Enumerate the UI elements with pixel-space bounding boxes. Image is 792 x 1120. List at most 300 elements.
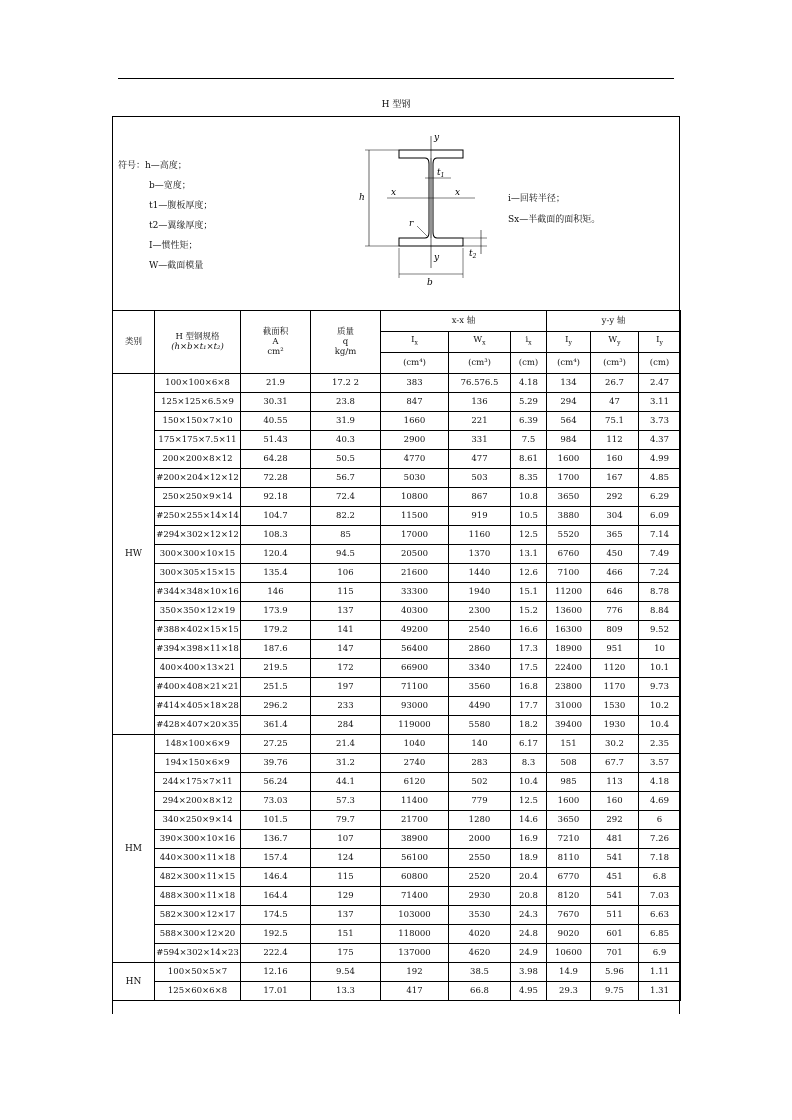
label-b: b	[427, 278, 433, 288]
cell-q: 56.7	[311, 469, 381, 488]
cell-ix: 17.5	[511, 659, 547, 678]
cell-wy: 5.96	[591, 963, 639, 982]
cell-iy: 22400	[547, 659, 591, 678]
table-row	[113, 431, 681, 450]
cell-spec: 488×300×11×18	[155, 887, 241, 906]
cell-q: 124	[311, 849, 381, 868]
cell-ix: 14.6	[511, 811, 547, 830]
cell-wx: 1160	[449, 526, 511, 545]
table-row	[113, 412, 681, 431]
cell-q: 40.3	[311, 431, 381, 450]
cell-spec: #250×255×14×14	[155, 507, 241, 526]
category-cell: HM	[113, 735, 155, 963]
cell-iy: 8.84	[639, 602, 681, 621]
cell-a: 296.2	[241, 697, 311, 716]
category-cell: HN	[113, 963, 155, 1001]
cell-iy: 2.35	[639, 735, 681, 754]
cell-a: 39.76	[241, 754, 311, 773]
table-row	[113, 735, 681, 754]
cell-wx: 502	[449, 773, 511, 792]
cell-ix: 12.5	[511, 792, 547, 811]
cell-ix: 6120	[381, 773, 449, 792]
cell-wy: 809	[591, 621, 639, 640]
cell-wx: 76.576.5	[449, 374, 511, 393]
cell-spec: 350×350×12×19	[155, 602, 241, 621]
cell-ix: 192	[381, 963, 449, 982]
cell-iy: 7.18	[639, 849, 681, 868]
cell-a: 136.7	[241, 830, 311, 849]
cell-wy: 1530	[591, 697, 639, 716]
cell-ix: 21700	[381, 811, 449, 830]
cell-ix: 15.1	[511, 583, 547, 602]
cell-iy: 4.69	[639, 792, 681, 811]
cell-wx: 3530	[449, 906, 511, 925]
cell-wx: 136	[449, 393, 511, 412]
cell-wx: 1370	[449, 545, 511, 564]
cell-wx: 1280	[449, 811, 511, 830]
cell-iy: 7100	[547, 564, 591, 583]
cell-a: 56.24	[241, 773, 311, 792]
table-row	[113, 545, 681, 564]
cell-iy: 6.85	[639, 925, 681, 944]
table-row	[113, 830, 681, 849]
cell-iy: 31000	[547, 697, 591, 716]
table-row	[113, 393, 681, 412]
cell-q: 72.4	[311, 488, 381, 507]
cell-spec: #294×302×12×12	[155, 526, 241, 545]
cell-a: 222.4	[241, 944, 311, 963]
cell-a: 146	[241, 583, 311, 602]
cell-iy: 3.11	[639, 393, 681, 412]
legend-item: i—回转半径；	[508, 194, 565, 204]
cell-q: 9.54	[311, 963, 381, 982]
cell-a: 179.2	[241, 621, 311, 640]
cell-iy: 7210	[547, 830, 591, 849]
cell-q: 137	[311, 602, 381, 621]
cell-iy: 10.1	[639, 659, 681, 678]
cell-iy: 6770	[547, 868, 591, 887]
cell-spec: 175×175×7.5×11	[155, 431, 241, 450]
legend-item: I—惯性矩；	[149, 241, 198, 251]
cell-wx: 221	[449, 412, 511, 431]
r-leader	[417, 226, 427, 236]
cell-ix: 10800	[381, 488, 449, 507]
cell-spec: #400×408×21×21	[155, 678, 241, 697]
cell-q: 197	[311, 678, 381, 697]
cell-iy: 134	[547, 374, 591, 393]
cell-q: 147	[311, 640, 381, 659]
cell-iy: 2.47	[639, 374, 681, 393]
cell-ix: 24.8	[511, 925, 547, 944]
cell-spec: #394×398×11×18	[155, 640, 241, 659]
cell-spec: 582×300×12×17	[155, 906, 241, 925]
table-row	[113, 602, 681, 621]
table-row	[113, 773, 681, 792]
cell-wx: 2860	[449, 640, 511, 659]
cell-wy: 481	[591, 830, 639, 849]
cell-ix: 4.95	[511, 982, 547, 1001]
cell-iy: 39400	[547, 716, 591, 735]
table-row	[113, 564, 681, 583]
unit-iy: (cm⁴)	[547, 353, 591, 374]
cell-spec: 340×250×9×14	[155, 811, 241, 830]
cell-wy: 30.2	[591, 735, 639, 754]
cell-wx: 2000	[449, 830, 511, 849]
cell-wx: 38.5	[449, 963, 511, 982]
cell-ix: 12.5	[511, 526, 547, 545]
cell-wy: 304	[591, 507, 639, 526]
table-row	[113, 488, 681, 507]
cell-wy: 541	[591, 849, 639, 868]
header-wy: $W_y$	[591, 332, 639, 353]
cell-wx: 2930	[449, 887, 511, 906]
cell-wx: 3340	[449, 659, 511, 678]
header-category: 类别	[113, 311, 155, 374]
h-section-diagram	[355, 128, 495, 288]
cell-spec: 244×175×7×11	[155, 773, 241, 792]
cell-wy: 1930	[591, 716, 639, 735]
cell-iy: 18900	[547, 640, 591, 659]
cell-a: 101.5	[241, 811, 311, 830]
cell-spec: 250×250×9×14	[155, 488, 241, 507]
cell-ix: 18.2	[511, 716, 547, 735]
header-ix: $I_x$	[381, 332, 449, 353]
legend-item: Sx—半截面的面积矩。	[508, 215, 601, 225]
symbol-legend	[118, 156, 212, 276]
cell-ix: 49200	[381, 621, 449, 640]
cell-ix: 17.7	[511, 697, 547, 716]
cell-wx: 331	[449, 431, 511, 450]
cell-ix: 17000	[381, 526, 449, 545]
cell-ix: 12.6	[511, 564, 547, 583]
top-rule	[118, 78, 674, 79]
legend-item: t1—腹板厚度；	[149, 201, 213, 211]
cell-a: 72.28	[241, 469, 311, 488]
cell-spec: #428×407×20×35	[155, 716, 241, 735]
table-row	[113, 697, 681, 716]
table-row	[113, 469, 681, 488]
cell-iy: 10.4	[639, 716, 681, 735]
cell-wy: 1120	[591, 659, 639, 678]
cell-spec: #594×302×14×23	[155, 944, 241, 963]
cell-ix: 16.9	[511, 830, 547, 849]
cell-ix: 2900	[381, 431, 449, 450]
cell-iy: 564	[547, 412, 591, 431]
header-area: 截面积 A cm²	[241, 311, 311, 374]
cell-spec: 100×100×6×8	[155, 374, 241, 393]
cell-iy: 3.73	[639, 412, 681, 431]
cell-wy: 47	[591, 393, 639, 412]
cell-spec: 440×300×11×18	[155, 849, 241, 868]
cell-q: 50.5	[311, 450, 381, 469]
cell-q: 137	[311, 906, 381, 925]
cell-a: 157.4	[241, 849, 311, 868]
cell-spec: 482×300×11×15	[155, 868, 241, 887]
cell-wx: 140	[449, 735, 511, 754]
cell-iy: 7.26	[639, 830, 681, 849]
cell-ix: 5.29	[511, 393, 547, 412]
cell-wy: 776	[591, 602, 639, 621]
cell-q: 115	[311, 583, 381, 602]
cell-iy: 7.03	[639, 887, 681, 906]
cell-ix: 10.4	[511, 773, 547, 792]
cell-a: 30.31	[241, 393, 311, 412]
cell-wy: 511	[591, 906, 639, 925]
cell-iy: 6	[639, 811, 681, 830]
cell-wy: 541	[591, 887, 639, 906]
cell-spec: 125×125×6.5×9	[155, 393, 241, 412]
cell-wx: 919	[449, 507, 511, 526]
table-row	[113, 982, 681, 1001]
cell-iy: 985	[547, 773, 591, 792]
cell-ix: 71400	[381, 887, 449, 906]
label-t1: $t_1$	[437, 168, 445, 179]
cell-q: 13.3	[311, 982, 381, 1001]
table-row	[113, 526, 681, 545]
cell-wy: 292	[591, 488, 639, 507]
cell-wy: 160	[591, 450, 639, 469]
cell-spec: 390×300×10×16	[155, 830, 241, 849]
cell-wx: 4490	[449, 697, 511, 716]
cell-spec: 400×400×13×21	[155, 659, 241, 678]
cell-wy: 646	[591, 583, 639, 602]
cell-spec: 200×200×8×12	[155, 450, 241, 469]
header-iy: $I_y$	[547, 332, 591, 353]
cell-iy: 1600	[547, 792, 591, 811]
cell-wy: 951	[591, 640, 639, 659]
cell-wx: 1440	[449, 564, 511, 583]
header-rix: $i_x$	[511, 332, 547, 353]
cell-ix: 1040	[381, 735, 449, 754]
unit-riy: (cm)	[639, 353, 681, 374]
cell-q: 172	[311, 659, 381, 678]
cell-wy: 1170	[591, 678, 639, 697]
cell-ix: 20.4	[511, 868, 547, 887]
cell-a: 108.3	[241, 526, 311, 545]
cell-iy: 6.29	[639, 488, 681, 507]
cell-iy: 13600	[547, 602, 591, 621]
cell-q: 141	[311, 621, 381, 640]
cell-spec: #388×402×15×15	[155, 621, 241, 640]
table-row	[113, 811, 681, 830]
table-row	[113, 640, 681, 659]
cell-iy: 16300	[547, 621, 591, 640]
cell-ix: 6.17	[511, 735, 547, 754]
page-title: H 型钢	[381, 100, 411, 110]
label-x-right: x	[455, 188, 461, 198]
label-y-top: y	[434, 133, 440, 143]
cell-ix: 13.1	[511, 545, 547, 564]
cell-wy: 112	[591, 431, 639, 450]
cell-iy: 6.09	[639, 507, 681, 526]
cell-ix: 93000	[381, 697, 449, 716]
table-row	[113, 868, 681, 887]
label-r: r	[409, 219, 414, 229]
cell-wx: 779	[449, 792, 511, 811]
cell-iy: 8.78	[639, 583, 681, 602]
cell-q: 106	[311, 564, 381, 583]
cell-q: 85	[311, 526, 381, 545]
cell-wy: 365	[591, 526, 639, 545]
cell-a: 12.16	[241, 963, 311, 982]
cell-q: 21.4	[311, 735, 381, 754]
cell-ix: 40300	[381, 602, 449, 621]
cell-q: 31.2	[311, 754, 381, 773]
cell-wy: 450	[591, 545, 639, 564]
cell-a: 135.4	[241, 564, 311, 583]
cell-q: 175	[311, 944, 381, 963]
cell-wy: 160	[591, 792, 639, 811]
cell-iy: 4.37	[639, 431, 681, 450]
cell-wx: 2520	[449, 868, 511, 887]
table-row	[113, 659, 681, 678]
cell-spec: 148×100×6×9	[155, 735, 241, 754]
header-riy: $I_y$	[639, 332, 681, 353]
cell-iy: 7.14	[639, 526, 681, 545]
label-t2: $t_2$	[469, 249, 477, 260]
cell-q: 115	[311, 868, 381, 887]
header-spec: H 型钢规格 (h×b×t₁×t₂)	[155, 311, 241, 374]
cell-ix: 11500	[381, 507, 449, 526]
cell-iy: 6.63	[639, 906, 681, 925]
cell-q: 44.1	[311, 773, 381, 792]
cell-ix: 4.18	[511, 374, 547, 393]
cell-ix: 18.9	[511, 849, 547, 868]
cell-ix: 2740	[381, 754, 449, 773]
cell-iy: 3650	[547, 488, 591, 507]
cell-ix: 20.8	[511, 887, 547, 906]
cell-spec: 125×60×6×8	[155, 982, 241, 1001]
cell-iy: 1.11	[639, 963, 681, 982]
label-y-bottom: y	[434, 253, 440, 263]
cell-ix: 60800	[381, 868, 449, 887]
cell-iy: 9.73	[639, 678, 681, 697]
cell-ix: 38900	[381, 830, 449, 849]
cell-spec: 300×305×15×15	[155, 564, 241, 583]
cell-iy: 9020	[547, 925, 591, 944]
cell-ix: 1660	[381, 412, 449, 431]
cell-q: 82.2	[311, 507, 381, 526]
cell-iy: 8120	[547, 887, 591, 906]
cell-ix: 17.3	[511, 640, 547, 659]
table-row	[113, 507, 681, 526]
cell-ix: 24.3	[511, 906, 547, 925]
cell-q: 23.8	[311, 393, 381, 412]
cell-ix: 8.61	[511, 450, 547, 469]
cell-ix: 6.39	[511, 412, 547, 431]
cell-iy: 1.31	[639, 982, 681, 1001]
cell-wx: 2300	[449, 602, 511, 621]
cell-wx: 4620	[449, 944, 511, 963]
table-row	[113, 925, 681, 944]
cell-spec: #414×405×18×28	[155, 697, 241, 716]
cell-spec: 100×50×5×7	[155, 963, 241, 982]
unit-rix: (cm)	[511, 353, 547, 374]
table-row	[113, 374, 681, 393]
cell-ix: 8.35	[511, 469, 547, 488]
cell-ix: 383	[381, 374, 449, 393]
symbol-legend-right	[508, 189, 600, 231]
cell-a: 361.4	[241, 716, 311, 735]
cell-spec: 588×300×12×20	[155, 925, 241, 944]
cell-iy: 4.18	[639, 773, 681, 792]
table-row	[113, 849, 681, 868]
cell-a: 174.5	[241, 906, 311, 925]
cell-iy: 151	[547, 735, 591, 754]
cell-ix: 103000	[381, 906, 449, 925]
cell-a: 192.5	[241, 925, 311, 944]
cell-q: 94.5	[311, 545, 381, 564]
cell-iy: 29.3	[547, 982, 591, 1001]
cell-iy: 6.8	[639, 868, 681, 887]
cell-ix: 8.3	[511, 754, 547, 773]
header-mass: 质量 q kg/m	[311, 311, 381, 374]
cell-spec: 300×300×10×15	[155, 545, 241, 564]
table-row	[113, 792, 681, 811]
cell-wx: 867	[449, 488, 511, 507]
cell-q: 57.3	[311, 792, 381, 811]
cell-q: 151	[311, 925, 381, 944]
cell-spec: #200×204×12×12	[155, 469, 241, 488]
cell-wy: 466	[591, 564, 639, 583]
cell-a: 92.18	[241, 488, 311, 507]
legend-item: 符号：h—高度；	[118, 161, 187, 171]
cell-ix: 10.5	[511, 507, 547, 526]
header-yy-axis: y-y 轴	[547, 311, 681, 332]
label-h: h	[359, 193, 365, 203]
cell-iy: 10	[639, 640, 681, 659]
cell-iy: 4.85	[639, 469, 681, 488]
table-row	[113, 450, 681, 469]
cell-wx: 4020	[449, 925, 511, 944]
cell-wx: 2550	[449, 849, 511, 868]
cell-iy: 7.24	[639, 564, 681, 583]
cell-iy: 11200	[547, 583, 591, 602]
cell-ix: 137000	[381, 944, 449, 963]
cell-iy: 7.49	[639, 545, 681, 564]
cell-wy: 601	[591, 925, 639, 944]
cell-ix: 4770	[381, 450, 449, 469]
cell-a: 187.6	[241, 640, 311, 659]
cell-ix: 7.5	[511, 431, 547, 450]
cell-wy: 292	[591, 811, 639, 830]
h-beam-spec-table	[112, 310, 681, 1001]
cell-spec: 294×200×8×12	[155, 792, 241, 811]
table-row	[113, 887, 681, 906]
cell-iy: 3880	[547, 507, 591, 526]
cell-spec: 150×150×7×10	[155, 412, 241, 431]
cell-a: 219.5	[241, 659, 311, 678]
cell-ix: 5030	[381, 469, 449, 488]
cell-wy: 26.7	[591, 374, 639, 393]
cell-iy: 10.2	[639, 697, 681, 716]
cell-iy: 3650	[547, 811, 591, 830]
table-row	[113, 583, 681, 602]
cell-ix: 66900	[381, 659, 449, 678]
header-wx: $W_x$	[449, 332, 511, 353]
table-row	[113, 944, 681, 963]
label-x-left: x	[391, 188, 397, 198]
table-row	[113, 678, 681, 697]
cell-wy: 67.7	[591, 754, 639, 773]
cell-iy: 6.9	[639, 944, 681, 963]
cell-a: 27.25	[241, 735, 311, 754]
cell-iy: 6760	[547, 545, 591, 564]
table-row	[113, 754, 681, 773]
unit-wx: (cm³)	[449, 353, 511, 374]
cell-ix: 11400	[381, 792, 449, 811]
cell-ix: 10.8	[511, 488, 547, 507]
